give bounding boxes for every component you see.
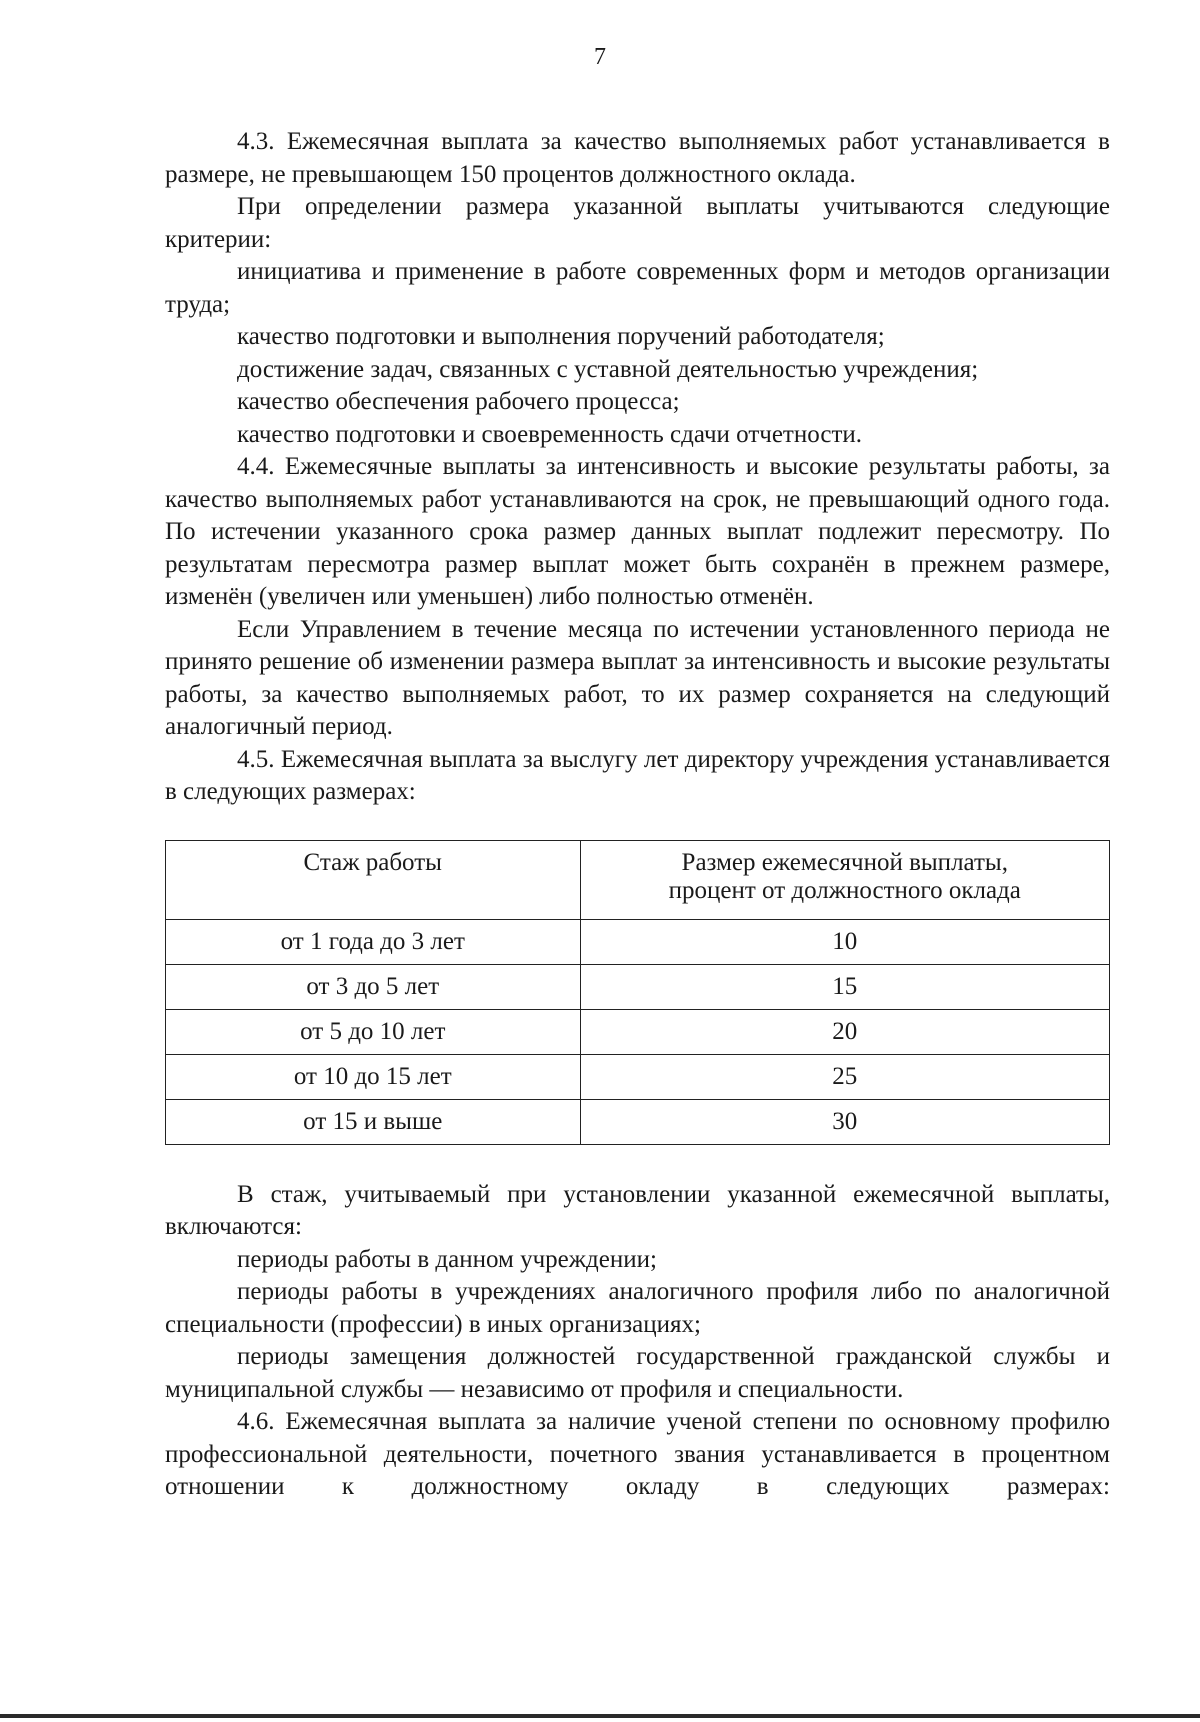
list-item-period: периоды работы в данном учреждении; <box>237 1245 657 1273</box>
table-cell-percent: 10 <box>580 919 1109 964</box>
table-header-percent-line1: Размер ежемесячной выплаты, <box>681 848 1008 876</box>
seniority-table <box>165 840 1110 1145</box>
table-row <box>166 964 1110 1009</box>
table-cell-stazh: от 5 до 10 лет <box>166 1009 581 1054</box>
table-header-stazh: Стаж работы <box>166 840 581 919</box>
paragraph-4-5: 4.5. Ежемесячная выплата за выслугу лет директору учреждения устанавливается в следующих размерах: <box>165 745 1110 805</box>
list-item-period: периоды работы в учреждениях аналогичного профиля либо по аналогичной специальности (профессии) в иных организациях; <box>165 1278 1110 1338</box>
paragraph-criteria-intro: При определении размера указанной выплаты учитываются следующие критерии: <box>165 193 1110 253</box>
list-item-criterion: качество подготовки и выполнения поручений работодателя; <box>237 323 885 350</box>
paragraph-4-3: 4.3. Ежемесячная выплата за качество выполняемых работ устанавливается в размере, не превышающем 150 процентов должностного оклада. <box>165 128 1110 188</box>
list-item-criterion: достижение задач, связанных с уставной деятельностью учреждения; <box>237 355 979 383</box>
list-item-criterion: качество обеспечения рабочего процесса; <box>237 388 680 415</box>
paragraph-stazh-intro: В стаж, учитываемый при установлении указанной ежемесячной выплаты, включаются: <box>165 1180 1110 1240</box>
table-cell-stazh: от 15 и выше <box>166 1099 581 1144</box>
table-cell-stazh: от 10 до 15 лет <box>166 1054 581 1099</box>
table-cell-percent: 20 <box>580 1009 1109 1054</box>
table-row <box>166 1054 1110 1099</box>
table-row <box>166 1099 1110 1144</box>
paragraph-4-6: 4.6. Ежемесячная выплата за наличие ученой степени по основному профилю профессиональной деятельности, почетного звания устанавливается в процентном отношении к должностному окладу в следующих размерах: <box>165 1408 1110 1500</box>
table-cell-stazh: от 1 года до 3 лет <box>166 919 581 964</box>
list-item-period: периоды замещения должностей государственной гражданской службы и муниципальной службы — независимо от профиля и специальности. <box>165 1343 1110 1403</box>
table-row <box>166 919 1110 964</box>
table-row <box>166 1009 1110 1054</box>
table-header-percent-line2: процент от должностного оклада <box>668 876 1021 904</box>
table-cell-percent: 30 <box>580 1099 1109 1144</box>
table-cell-stazh: от 3 до 5 лет <box>166 964 581 1009</box>
list-item-criterion: инициатива и применение в работе современных форм и методов организации труда; <box>165 258 1110 318</box>
page-number: 7 <box>594 44 606 70</box>
paragraph-upravlenie: Если Управлением в течение месяца по истечении установленного периода не принято решение об изменении размера выплат за интенсивность и высокие результаты работы, за качество выполняемых работ, то их размер сохраняется на следующий аналогичный период. <box>165 615 1110 740</box>
table-cell-percent: 25 <box>580 1054 1109 1099</box>
table-cell-percent: 15 <box>580 964 1109 1009</box>
paragraph-4-4: 4.4. Ежемесячные выплаты за интенсивность и высокие результаты работы, за качество выполняемых работ устанавливаются на срок, не превышающий одного года. По истечении указанного срока размер данных выплат подлежит пересмотру. По результатам пересмотра размер выплат может быть сохранён в прежнем размере, изменён (увеличен или уменьшен) либо полностью отменён. <box>165 453 1110 610</box>
document-body <box>165 126 1110 1504</box>
table-header-row <box>166 840 1110 919</box>
table-header-percent <box>580 840 1109 919</box>
list-item-criterion: качество подготовки и своевременность сдачи отчетности. <box>237 420 862 448</box>
page-bottom-border <box>0 1714 1200 1718</box>
